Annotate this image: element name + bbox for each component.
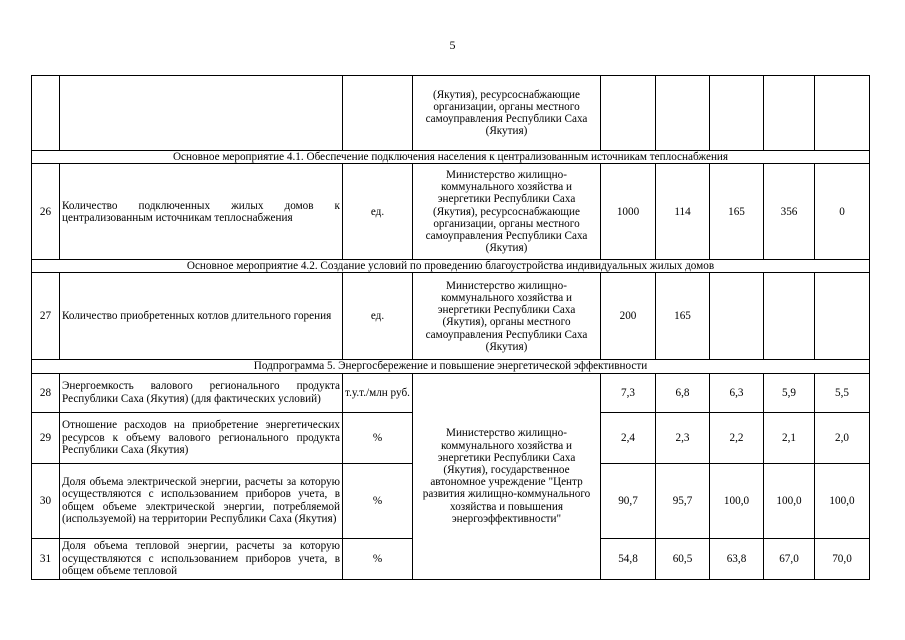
cell-unit: ед. <box>343 273 413 360</box>
cell-value <box>815 273 870 360</box>
cell-value: 2,3 <box>656 412 710 463</box>
cell-num: 31 <box>32 538 60 579</box>
table-row <box>32 273 870 360</box>
cell-value: 200 <box>601 273 656 360</box>
cell-value: 2,1 <box>764 412 815 463</box>
cell-value: 7,3 <box>601 373 656 412</box>
cell-value <box>601 76 656 151</box>
cell-value: 54,8 <box>601 538 656 579</box>
cell-value <box>764 273 815 360</box>
cell-value: 165 <box>656 273 710 360</box>
cell-unit: % <box>343 463 413 538</box>
page-number: 5 <box>449 38 456 52</box>
cell-num: 29 <box>32 412 60 463</box>
cell-value <box>764 76 815 151</box>
section-row <box>32 360 870 373</box>
cell-value: 60,5 <box>656 538 710 579</box>
cell-num: 26 <box>32 164 60 260</box>
cell-value: 6,8 <box>656 373 710 412</box>
section-title: Основное мероприятие 4.1. Обеспечение подключения населения к централизованным источникам теплоснабжения <box>32 151 870 164</box>
cell-value: 1000 <box>601 164 656 260</box>
cell-value: 95,7 <box>656 463 710 538</box>
cell-unit: % <box>343 412 413 463</box>
cell-value <box>710 273 764 360</box>
cell-num: 28 <box>32 373 60 412</box>
cell-value: 90,7 <box>601 463 656 538</box>
cell-value: 67,0 <box>764 538 815 579</box>
cell-unit: т.у.т./млн руб. <box>343 373 413 412</box>
cell-value: 2,2 <box>710 412 764 463</box>
cell-value: 100,0 <box>764 463 815 538</box>
cell-value: 5,9 <box>764 373 815 412</box>
cell-value <box>710 76 764 151</box>
cell-value <box>815 76 870 151</box>
table-row <box>32 373 870 412</box>
cell-value: 70,0 <box>815 538 870 579</box>
cell-name <box>60 76 343 151</box>
cell-name: Доля объема электрической энергии, расчеты за которую осуществляются с использованием приборов учета, в общем объеме электрической энергии, потребляемой (используемой) на территории Республики Саха (Якутия) <box>60 463 343 538</box>
table-row-continuation <box>32 76 870 151</box>
cell-unit: % <box>343 538 413 579</box>
cell-value: 63,8 <box>710 538 764 579</box>
cell-value: 100,0 <box>815 463 870 538</box>
indicators-table <box>31 75 870 580</box>
section-title: Основное мероприятие 4.2. Создание условий по проведению благоустройства индивидуальных жилых домов <box>32 260 870 273</box>
cell-num: 27 <box>32 273 60 360</box>
cell-name: Доля объема тепловой энергии, расчеты за которую осуществляются с использованием приборов учета, в общем объеме тепловой <box>60 538 343 579</box>
cell-value: 2,0 <box>815 412 870 463</box>
cell-num <box>32 76 60 151</box>
cell-value: 2,4 <box>601 412 656 463</box>
cell-value: 356 <box>764 164 815 260</box>
cell-name: Энергоемкость валового регионального продукта Республики Саха (Якутия) (для фактических условий) <box>60 373 343 412</box>
cell-unit <box>343 76 413 151</box>
cell-executor: Министерство жилищно-коммунального хозяйства и энергетики Республики Саха (Якутия), ресурсоснабжающие организации, органы местного самоуправления Республики Саха (Якутия) <box>413 164 601 260</box>
cell-executor: (Якутия), ресурсоснабжающие организации, органы местного самоуправления Республики Саха (Якутия) <box>413 76 601 151</box>
cell-name: Количество подключенных жилых домов к централизованным источникам теплоснабжения <box>60 164 343 260</box>
cell-value: 114 <box>656 164 710 260</box>
cell-value: 0 <box>815 164 870 260</box>
cell-value <box>656 76 710 151</box>
section-row <box>32 151 870 164</box>
cell-value: 6,3 <box>710 373 764 412</box>
cell-executor: Министерство жилищно-коммунального хозяйства и энергетики Республики Саха (Якутия), органы местного самоуправления Республики Саха (Якутия) <box>413 273 601 360</box>
cell-value: 100,0 <box>710 463 764 538</box>
section-row <box>32 260 870 273</box>
cell-value: 165 <box>710 164 764 260</box>
cell-name: Отношение расходов на приобретение энергетических ресурсов к объему валового регионального продукта Республики Саха (Якутия) <box>60 412 343 463</box>
table-row <box>32 164 870 260</box>
cell-unit: ед. <box>343 164 413 260</box>
section-title: Подпрограмма 5. Энергосбережение и повышение энергетической эффективности <box>32 360 870 373</box>
cell-name: Количество приобретенных котлов длительного горения <box>60 273 343 360</box>
cell-value: 5,5 <box>815 373 870 412</box>
cell-num: 30 <box>32 463 60 538</box>
cell-executor: Министерство жилищно-коммунального хозяйства и энергетики Республики Саха (Якутия), государственное автономное учреждение "Центр развития жилищно-коммунального хозяйства и повышения энергоэффективности" <box>413 373 601 579</box>
